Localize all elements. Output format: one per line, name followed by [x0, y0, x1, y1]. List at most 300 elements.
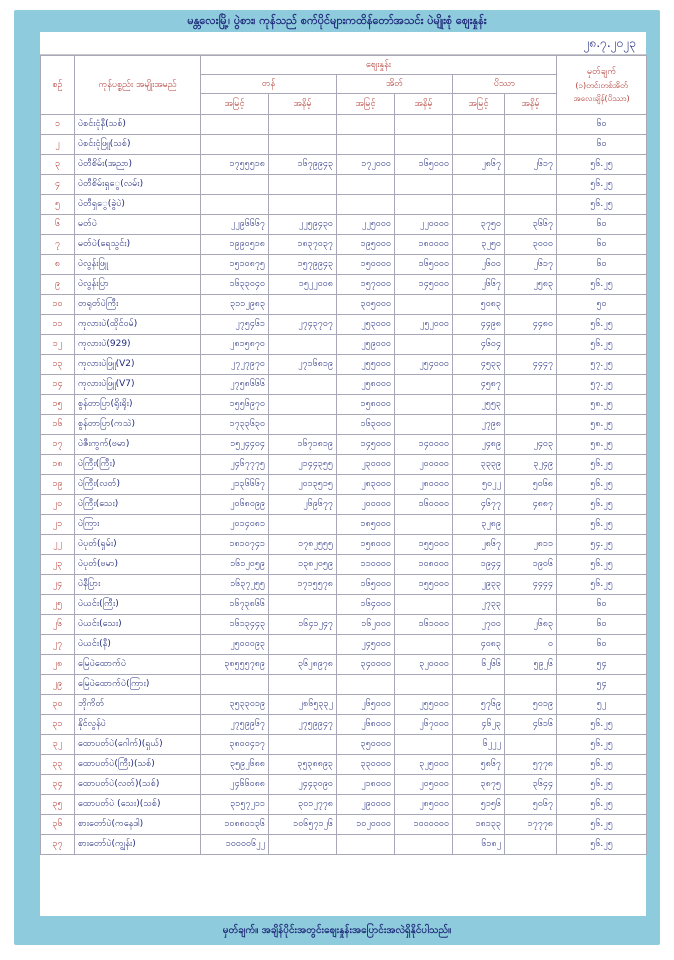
- bag-high: ၂၄၅၀၀၀: [337, 635, 395, 655]
- item-name: ပဲကြား: [75, 515, 201, 535]
- item-name: ပဲဇီးကွက်(ဗမာ): [75, 435, 201, 455]
- row-number: ၁၆: [41, 415, 75, 435]
- item-name: ပဲကြီး(သေး): [75, 495, 201, 515]
- viss-high: ၅၇၆၉: [453, 695, 505, 715]
- item-name: ထောပတ်ပဲ (သေး)(သစ်): [75, 795, 201, 815]
- viss-low: [505, 675, 557, 695]
- ton-high: ၁၆၁၂၀၅၉: [201, 555, 269, 575]
- viss-high: ၃၇၅၀: [453, 215, 505, 235]
- row-number: ၂၉: [41, 675, 75, 695]
- bag-low: [395, 595, 453, 615]
- bag-low: [395, 415, 453, 435]
- table-row: [41, 615, 647, 635]
- remark: ၆၀: [557, 615, 647, 635]
- row-number: ၂၈: [41, 655, 75, 675]
- col-price-header: ဈေးနှုန်း: [201, 56, 557, 75]
- table-row: [41, 475, 647, 495]
- ton-low: [269, 115, 337, 135]
- row-number: ၂၀: [41, 495, 75, 515]
- viss-low: [505, 395, 557, 415]
- row-number: ၃၅: [41, 795, 75, 815]
- ton-low: ၂၁၄၄၃၅၅: [269, 455, 337, 475]
- remark: ၅၈.၂၅: [557, 435, 647, 455]
- col-remark-header: [557, 56, 647, 115]
- row-number: ၁၀: [41, 295, 75, 315]
- bag-high: [337, 175, 395, 195]
- table-row: [41, 735, 647, 755]
- bag-high: ၁၄၅၀၀၀: [337, 435, 395, 455]
- bag-low: ၁၆၀၀၀၀: [395, 495, 453, 515]
- remark: ၅၆.၂၅: [557, 175, 647, 195]
- viss-low: ၅၉၂၆: [505, 655, 557, 675]
- viss-low: ၂၆၁၇: [505, 155, 557, 175]
- viss-low: ၄၄၄၇: [505, 355, 557, 375]
- table-row: [41, 655, 647, 675]
- bag-high: ၂၀၀၀၀၀: [337, 495, 395, 515]
- col-bag-high: အမြင့်: [337, 94, 395, 115]
- viss-low: ၃၂၄၉: [505, 455, 557, 475]
- viss-high: ၂၅၅၃: [453, 395, 505, 415]
- table-row: [41, 455, 647, 475]
- row-number: ၅: [41, 195, 75, 215]
- bag-low: [395, 335, 453, 355]
- viss-low: [505, 515, 557, 535]
- bag-high: ၁၇၂၀၀၀: [337, 155, 395, 175]
- viss-low: [505, 175, 557, 195]
- bag-high: ၁၈၅၀၀၀: [337, 515, 395, 535]
- ton-low: ၃၆၂၈၉၇၈: [269, 655, 337, 675]
- viss-high: ၄၆၂၃: [453, 715, 505, 735]
- table-row: [41, 355, 647, 375]
- remark: ၅၆.၂၅: [557, 335, 647, 355]
- bag-low: ၁၀၈၀၀၀: [395, 555, 453, 575]
- ton-low: [269, 415, 337, 435]
- viss-high: ၄၆၇၇: [453, 495, 505, 515]
- item-name: တရုတ်ပဲကြီး: [75, 295, 201, 315]
- ton-low: ၂၆၉၆၇၇: [269, 495, 337, 515]
- item-name: ပဲကြီး(ကြီး): [75, 455, 201, 475]
- ton-high: ၂၀၆၈၀၉၉: [201, 495, 269, 515]
- viss-high: ၂၈၆၇: [453, 155, 505, 175]
- bag-high: [337, 195, 395, 215]
- ton-low: [269, 135, 337, 155]
- ton-high: ၂၅၀၀၀၉၃: [201, 635, 269, 655]
- item-name: ထောပတ်ပဲ(ကြီး)(သစ်): [75, 755, 201, 775]
- remark: ၅၆.၂၅: [557, 155, 647, 175]
- viss-high: ၁၈၁၃၃: [453, 815, 505, 835]
- ton-high: ၁၅၁၀၈၇၅: [201, 255, 269, 275]
- viss-low: ၄၆၁၆: [505, 715, 557, 735]
- ton-high: ၁၇၃၃၆၃၀: [201, 415, 269, 435]
- bag-high: ၁၆၅၀၀၀: [337, 575, 395, 595]
- ton-low: [269, 335, 337, 355]
- remark: ၅၆.၂၅: [557, 715, 647, 735]
- bag-low: ၂၈၅၀၀၀: [395, 795, 453, 815]
- row-number: ၁၇: [41, 435, 75, 455]
- ton-high: ၃၈၀၀၄၁၇: [201, 735, 269, 755]
- bag-high: [337, 135, 395, 155]
- remark: ၅၄: [557, 675, 647, 695]
- ton-high: ၂၁၃၆၆၆၇: [201, 475, 269, 495]
- remark: ၅၆.၂၅: [557, 515, 647, 535]
- ton-high: ၂၇၅၄၆၁: [201, 315, 269, 335]
- remark: ၅၆.၂၅: [557, 495, 647, 515]
- table-row: [41, 255, 647, 275]
- row-number: ၂၆: [41, 615, 75, 635]
- item-name: ပဲယင်း(သေး): [75, 615, 201, 635]
- ton-high: ၂၇၅၈၆၆၆: [201, 375, 269, 395]
- remark: ၅၆.၂၅: [557, 475, 647, 495]
- bag-high: ၁၆၃၀၀၀: [337, 415, 395, 435]
- bag-low: ၂၂၀၀၀၀: [395, 215, 453, 235]
- row-number: ၇: [41, 235, 75, 255]
- row-number: ၆: [41, 215, 75, 235]
- row-number: ၃၇: [41, 835, 75, 855]
- viss-low: ၃၀၀၀: [505, 235, 557, 255]
- viss-high: ၄၀၈၃: [453, 635, 505, 655]
- ton-low: [269, 675, 337, 695]
- row-number: ၁၃: [41, 355, 75, 375]
- bag-high: ၂၃၀၀၀၀: [337, 455, 395, 475]
- bag-high: ၁၉၅၀၀၀: [337, 235, 395, 255]
- col-ton-header: တန်: [201, 75, 337, 94]
- table-row: [41, 675, 647, 695]
- table-row: [41, 115, 647, 135]
- date-bar: [40, 32, 646, 55]
- ton-low: ၁၅၂၂၀၀၈: [269, 275, 337, 295]
- col-ton-low: အနိမ့်: [269, 94, 337, 115]
- ton-high: ၁၈၁၀၇၄၁: [201, 535, 269, 555]
- ton-high: ၂၄၆၇၇၇၅: [201, 455, 269, 475]
- table-row: [41, 375, 647, 395]
- remark: ၅၆.၂၅: [557, 795, 647, 815]
- remark: ၅၀: [557, 295, 647, 315]
- bag-high: ၂၅၃၀၀၀: [337, 315, 395, 335]
- remark: ၅၂: [557, 695, 647, 715]
- ton-low: [269, 195, 337, 215]
- remark: ၅၆.၂၅: [557, 195, 647, 215]
- viss-low: ၄၄၈၀: [505, 315, 557, 335]
- item-name: မြေပဲထောက်ပဲ: [75, 655, 201, 675]
- bag-low: [395, 395, 453, 415]
- bag-low: ၂၅၂၀၀၀: [395, 315, 453, 335]
- item-name: မြေပဲထောက်ပဲ(ကြား): [75, 675, 201, 695]
- item-name: မတ်ပဲ: [75, 215, 201, 235]
- row-number: ၂: [41, 135, 75, 155]
- row-number: ၄: [41, 175, 75, 195]
- item-name: စားတော်ပဲ(ကျွန်း): [75, 835, 201, 855]
- col-viss-high: အမြင့်: [453, 94, 505, 115]
- item-name: ထောပတ်ပဲ(လတ်)(သစ်): [75, 775, 201, 795]
- bag-high: ၂၉၀၀၀၀: [337, 795, 395, 815]
- row-number: ၃၁: [41, 715, 75, 735]
- viss-low: ၂၅၈၃: [505, 275, 557, 295]
- ton-high: ၁၆၃၇၂၅၅: [201, 575, 269, 595]
- viss-high: ၆၂၂၂: [453, 735, 505, 755]
- bag-high: ၃၀၅၀၀၀: [337, 295, 395, 315]
- page-title: မန္တလေးမြို့၊ ပွဲစား၊ ကုန်သည် စက်ပိုင်များကထိန်တော်အသင်း ပဲမျိုးစုံ ဈေးနှုန်း: [187, 14, 487, 27]
- bag-high: ၂၅၅၀၀၀: [337, 355, 395, 375]
- viss-low: [505, 835, 557, 855]
- ton-low: [269, 375, 337, 395]
- ton-high: ၂၇၂၇၉၇၀: [201, 355, 269, 375]
- price-sheet: [40, 32, 646, 916]
- viss-high: ၂၇၉၈: [453, 415, 505, 435]
- table-row: [41, 315, 647, 335]
- ton-low: ၁၀၆၅၇၁၂၆: [269, 815, 337, 835]
- ton-low: ၂၇၁၆၈၁၉: [269, 355, 337, 375]
- item-name: နိုင်လွန်ပဲ: [75, 715, 201, 735]
- bag-low: [395, 295, 453, 315]
- item-name: ပဲပုတ်(ရှမ်း): [75, 535, 201, 555]
- ton-low: ၂၇၄၃၇၀၇: [269, 315, 337, 335]
- ton-high: ၂၂၉၆၆၆၇: [201, 215, 269, 235]
- remark: ၅၈.၂၅: [557, 395, 647, 415]
- viss-low: ၃၆၄၄: [505, 775, 557, 795]
- remark: ၆၀: [557, 235, 647, 255]
- bag-low: ၁၆၁၀၀၀: [395, 615, 453, 635]
- viss-high: ၅၀၂၂: [453, 475, 505, 495]
- remark: ၆၀: [557, 135, 647, 155]
- row-number: ၁၈: [41, 455, 75, 475]
- ton-low: ၁၇၁၅၅၇၈: [269, 575, 337, 595]
- item-name: ပဲလွန်းပြာ: [75, 275, 201, 295]
- bag-low: ၁၈၀၀၀၀: [395, 235, 453, 255]
- viss-low: [505, 415, 557, 435]
- bag-high: ၁၅၀၀၀၀: [337, 255, 395, 275]
- bag-low: ၂၅၅၀၀၀: [395, 695, 453, 715]
- bag-low: [395, 195, 453, 215]
- ton-high: [201, 675, 269, 695]
- ton-low: ၁၆၄၁၂၄၇: [269, 615, 337, 635]
- item-name: ပဲကြီး(လတ်): [75, 475, 201, 495]
- remark: ၅၆.၂၅: [557, 735, 647, 755]
- viss-high: ၄၄၉၈: [453, 315, 505, 335]
- viss-high: [453, 195, 505, 215]
- viss-low: ၅၀၆၇: [505, 795, 557, 815]
- bag-low: ၂၅၄၀၀၀: [395, 355, 453, 375]
- table-row: [41, 575, 647, 595]
- col-viss-low: အနိမ့်: [505, 94, 557, 115]
- row-number: ၃၀: [41, 695, 75, 715]
- viss-low: [505, 295, 557, 315]
- ton-high: ၁၆၁၃၄၄၃: [201, 615, 269, 635]
- bag-high: ၃၃၀၀၀၀: [337, 755, 395, 775]
- viss-high: ၅၈၆၇: [453, 755, 505, 775]
- viss-low: ၅၇၇၈: [505, 755, 557, 775]
- item-name: ပဲတီရှွေ(ခွဲပဲ): [75, 195, 201, 215]
- viss-low: [505, 375, 557, 395]
- row-number: ၃၂: [41, 735, 75, 755]
- table-row: [41, 595, 647, 615]
- col-ton-high: အမြင့်: [201, 94, 269, 115]
- item-name: ကုလားပဲဖြူ(V2): [75, 355, 201, 375]
- viss-high: ၂၆၆၇: [453, 275, 505, 295]
- bag-high: ၁၀၂၀၀၀၀: [337, 815, 395, 835]
- remark: ၅၆.၂၅: [557, 815, 647, 835]
- table-row: [41, 335, 647, 355]
- item-name: ထောပတ်ပဲ(ဂေါက်)(ရှယ်): [75, 735, 201, 755]
- bag-high: ၂၈၃၀၀၀: [337, 475, 395, 495]
- ton-high: ၂၈၁၅၈၇၀: [201, 335, 269, 355]
- remark: ၅၆.၂၅: [557, 755, 647, 775]
- table-row: [41, 395, 647, 415]
- viss-high: [453, 135, 505, 155]
- bag-high: ၁၅၈၀၀၀: [337, 535, 395, 555]
- viss-low: ၂၆၁၇: [505, 255, 557, 275]
- bag-low: [395, 135, 453, 155]
- remark: ၅၆.၂၅: [557, 315, 647, 335]
- bag-high: ၁၁၀၀၀၀: [337, 555, 395, 575]
- item-name: မတ်ပဲ(ရေသွင်း): [75, 235, 201, 255]
- bag-low: ၂၀၀၀၀၀: [395, 455, 453, 475]
- ton-low: ၁၈၃၇၀၃၇: [269, 235, 337, 255]
- viss-high: ၃၈၇၅: [453, 775, 505, 795]
- table-row: [41, 755, 647, 775]
- viss-low: [505, 735, 557, 755]
- bag-low: [395, 515, 453, 535]
- viss-high: ၂၉၃၃: [453, 575, 505, 595]
- col-no-header: စဉ်: [41, 56, 75, 115]
- ton-high: ၃၅၉၂၆၈၈: [201, 755, 269, 775]
- remark: ၅၆.၂၅: [557, 775, 647, 795]
- bag-high: ၂၅၉၀၀၀: [337, 335, 395, 355]
- row-number: ၁၂: [41, 335, 75, 355]
- table-row: [41, 435, 647, 455]
- remark: ၆၀: [557, 215, 647, 235]
- row-number: ၃၄: [41, 775, 75, 795]
- row-number: ၃၆: [41, 815, 75, 835]
- bag-low: ၁၄၀၀၀၀: [395, 435, 453, 455]
- item-name: ကုလားပဲဖြူ(V7): [75, 375, 201, 395]
- item-name: စွန်တာပြာ(ကသဲ): [75, 415, 201, 435]
- ton-high: ၃၅၃၃၀၁၉: [201, 695, 269, 715]
- bag-low: [395, 375, 453, 395]
- viss-high: [453, 175, 505, 195]
- viss-high: ၃၂၅၀: [453, 235, 505, 255]
- viss-high: [453, 115, 505, 135]
- ton-high: [201, 175, 269, 195]
- remark: ၅၆.၂၅: [557, 835, 647, 855]
- viss-low: [505, 115, 557, 135]
- bag-high: [337, 675, 395, 695]
- table-row: [41, 635, 647, 655]
- ton-low: ၂၈၆၅၃၃၂: [269, 695, 337, 715]
- bag-high: [337, 115, 395, 135]
- bag-low: [395, 835, 453, 855]
- bag-low: [395, 175, 453, 195]
- remark: ၆၀: [557, 255, 647, 275]
- bag-high: ၃၅၀၀၀၀: [337, 735, 395, 755]
- bag-low: ၁၄၅၀၀၀: [395, 275, 453, 295]
- ton-high: ၂၄၆၆၀၈၈: [201, 775, 269, 795]
- remark: ၆၀: [557, 635, 647, 655]
- bag-low: ၂၀၅၀၀၀: [395, 775, 453, 795]
- viss-high: ၂၈၆၇: [453, 535, 505, 555]
- item-name: ပဲယင်း(ကြီး): [75, 595, 201, 615]
- item-name: ကုလားပဲ(929): [75, 335, 201, 355]
- row-number: ၂၇: [41, 635, 75, 655]
- ton-low: ၁၆၇၁၈၁၉: [269, 435, 337, 455]
- remark: ၆၀: [557, 115, 647, 135]
- ton-low: ၁၇၈၂၅၅၅: [269, 535, 337, 555]
- bag-high: ၁၆၄၀၀၀: [337, 595, 395, 615]
- viss-high: [453, 675, 505, 695]
- bag-high: ၂၆၈၀၀၀: [337, 715, 395, 735]
- ton-low: ၂၂၅၉၄၃၀: [269, 215, 337, 235]
- row-number: ၁၁: [41, 315, 75, 335]
- item-name: စားတော်ပဲ(ကနေဒါ): [75, 815, 201, 835]
- row-number: ၈: [41, 255, 75, 275]
- ton-low: [269, 735, 337, 755]
- table-row: [41, 775, 647, 795]
- viss-low: ၂၆၈၃: [505, 615, 557, 635]
- viss-low: ၁၉၀၆: [505, 555, 557, 575]
- row-number: ၂၂: [41, 535, 75, 555]
- viss-high: ၃၃၃၉: [453, 455, 505, 475]
- bag-low: ၁၆၅၀၀၀: [395, 155, 453, 175]
- row-number: ၃၃: [41, 755, 75, 775]
- table-row: [41, 275, 647, 295]
- table-row: [41, 155, 647, 175]
- ton-high: ၁၉၉၀၅၁၈: [201, 235, 269, 255]
- remark-sub1: (၁)တင်းတစ်အိတ်: [575, 80, 628, 90]
- ton-high: ၃၈၅၅၅၇၈၉: [201, 655, 269, 675]
- viss-low: [505, 335, 557, 355]
- viss-high: ၂၆၀၀: [453, 255, 505, 275]
- table-row: [41, 835, 647, 855]
- viss-high: ၄၅၈၇: [453, 375, 505, 395]
- ton-low: ၂၇၅၉၉၄၇: [269, 715, 337, 735]
- page-frame: [14, 10, 660, 945]
- ton-high: ၃၁၅၇၂၁၁: [201, 795, 269, 815]
- row-number: ၂၃: [41, 555, 75, 575]
- ton-low: ၁၅၇၉၉၄၃: [269, 255, 337, 275]
- ton-high: [201, 195, 269, 215]
- table-row: [41, 135, 647, 155]
- bag-low: ၁၅၅၀၀၀: [395, 575, 453, 595]
- remark-label: မှတ်ချက်: [586, 66, 617, 77]
- ton-low: ၂၄၄၃၀၉၀: [269, 775, 337, 795]
- ton-high: ၁၀၈၈၀၁၃၆: [201, 815, 269, 835]
- item-name: ပဲယင်း(နီ): [75, 635, 201, 655]
- viss-high: ၁၉၄၄: [453, 555, 505, 575]
- viss-low: ၅၀၁၉: [505, 695, 557, 715]
- table-row: [41, 715, 647, 735]
- viss-high: ၆၂၆၆: [453, 655, 505, 675]
- ton-high: ၁၅၅၆၉၇၀: [201, 395, 269, 415]
- table-row: [41, 415, 647, 435]
- viss-high: ၄၅၃၃: [453, 355, 505, 375]
- ton-high: ၁၅၂၄၄၀၄: [201, 435, 269, 455]
- item-name: ပဲပုတ်(ဗမာ): [75, 555, 201, 575]
- remark: ၅၆.၂၅: [557, 455, 647, 475]
- ton-high: ၁၇၅၅၅၁၈: [201, 155, 269, 175]
- remark: ၅၆.၂၅: [557, 575, 647, 595]
- viss-high: ၅၁၅၆: [453, 795, 505, 815]
- ton-high: ၁၀၀၀၀၆၂၂: [201, 835, 269, 855]
- bag-low: [395, 735, 453, 755]
- ton-low: ၂၀၁၃၅၁၅: [269, 475, 337, 495]
- remark: ၅၄: [557, 655, 647, 675]
- table-row: [41, 535, 647, 555]
- row-number: ၂၁: [41, 515, 75, 535]
- ton-low: ၁၃၈၂၀၅၉: [269, 555, 337, 575]
- remark: ၅၇.၂၅: [557, 355, 647, 375]
- table-row: [41, 295, 647, 315]
- row-number: ၂၄: [41, 575, 75, 595]
- viss-high: ၂၇၃၃: [453, 595, 505, 615]
